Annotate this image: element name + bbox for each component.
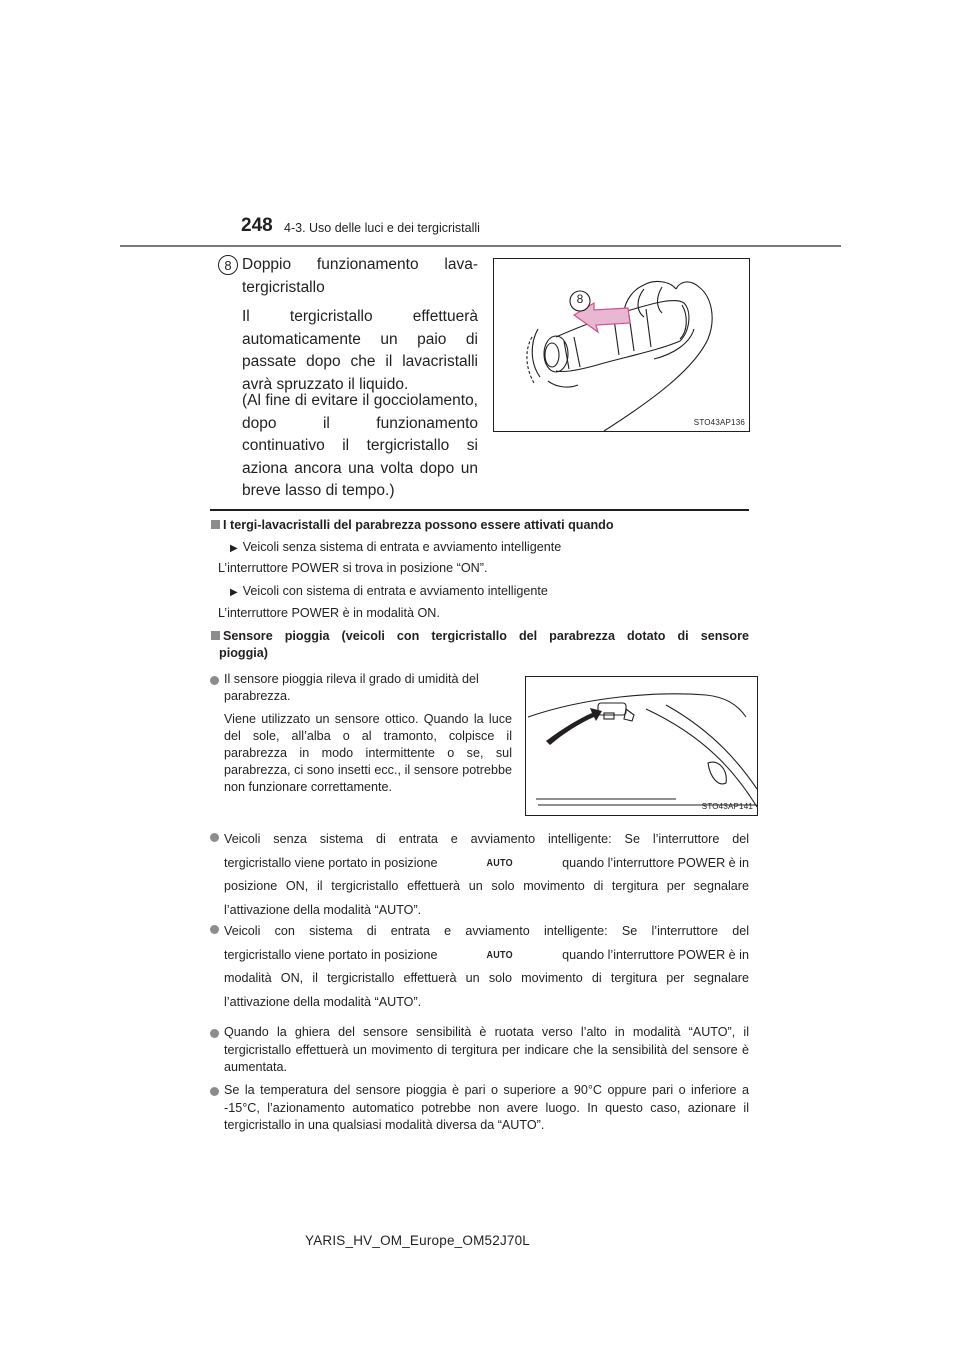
heading-text: Sensore pioggia (veicoli con tergicristallo del parabrezza dotato di sensore — [223, 629, 749, 643]
section-title: 4-3. Uso delle luci e dei tergicristalli — [284, 221, 480, 235]
page-number: 248 — [241, 215, 273, 236]
windshield-illustration — [526, 677, 757, 815]
hand-lever-illustration — [494, 259, 749, 431]
section-separator — [210, 509, 749, 511]
round-bullet-icon — [210, 676, 219, 685]
item8-description: Il tergicristallo effettuerà automaticamente un paio di passate dopo che il lavacristalli avrà spruzzato il liquido. — [242, 308, 478, 393]
round-bullet-icon — [210, 1029, 219, 1038]
round-bullet-icon — [210, 925, 219, 934]
triangle-bullet-icon: ▶ — [230, 543, 238, 554]
section-heading-rain-sensor — [211, 628, 749, 662]
bullet-line: Veicoli con sistema di entrata e avviamento intelligente: Se l’interruttore del — [224, 924, 749, 938]
bullet-line-with-symbol — [224, 944, 749, 968]
round-bullet-icon — [210, 1087, 219, 1096]
auto-symbol: AUTO — [486, 949, 514, 961]
item8-note: (Al fine di evitare il gocciolamento, dopo il funzionamento continuativo il tergicristallo si aziona ancora una volta dopo un breve lasso di tempo.) — [242, 392, 478, 499]
auto-symbol: AUTO — [486, 857, 514, 869]
bullet-line-with-symbol — [224, 852, 749, 876]
bullet-text: tergicristallo viene portato in posizione — [224, 855, 438, 870]
bullet-line: modalità ON, il tergicristallo effettuerà un solo movimento di tergitura per segnalare — [224, 971, 749, 985]
bullet-line: Il sensore pioggia rileva il grado di umidità del — [224, 672, 479, 686]
bullet-line: l’attivazione della modalità “AUTO”. — [224, 902, 422, 917]
bullet-line: Veicoli senza sistema di entrata e avviamento intelligente: Se l’interruttore del — [224, 832, 749, 846]
figure-code: STO43AP141 — [701, 802, 753, 811]
item-number-badge: 8 — [218, 255, 238, 275]
rain-sensor-note: Viene utilizzato un sensore ottico. Quando la luce del sole, all’alba o al tramonto, colpisce il parabrezza in modo intermittente o se, sul parabrezza, ci sono insetti ecc., il sensore potrebbe non funzionare correttamente. — [224, 712, 512, 794]
bullet-sensitivity: Quando la ghiera del sensore sensibilità è ruotata verso l’alto in modalità “AUTO”, il tergicristallo effettuerà un movimento di tergitura per indicare che la sensibilità del sensore è aumentata. — [224, 1025, 749, 1074]
figure-callout-number: 8 — [576, 292, 584, 306]
round-bullet-icon — [210, 833, 219, 842]
bullet-text: tergicristallo viene portato in posizione — [224, 947, 438, 962]
wiper-lever-figure — [493, 258, 750, 432]
square-bullet-icon — [211, 520, 220, 529]
item8-title: Doppio funzionamento lava-tergicristallo — [242, 256, 478, 296]
bullet-line: parabrezza. — [224, 689, 291, 703]
rain-sensor-figure — [525, 676, 758, 816]
condition-label: Veicoli senza sistema di entrata e avviamento intelligente — [242, 540, 562, 554]
triangle-bullet-icon: ▶ — [230, 587, 238, 598]
condition-text: L’interruttore POWER si trova in posizione “ON”. — [218, 561, 488, 575]
bullet-line: l’attivazione della modalità “AUTO”. — [224, 994, 422, 1009]
heading-text-cont: pioggia) — [219, 646, 268, 660]
pointer-arrow — [546, 708, 602, 745]
header-rule — [120, 245, 841, 247]
bullet-auto-smart — [224, 920, 749, 1014]
bullet-line: posizione ON, il tergicristallo effettuerà un solo movimento di tergitura per segnalare — [224, 879, 749, 893]
document-code: YARIS_HV_OM_Europe_OM52J70L — [305, 1233, 531, 1248]
section-heading-activation — [211, 517, 614, 534]
bullet-text: quando l’interruttore POWER è in — [562, 947, 749, 962]
figure-code: STO43AP136 — [693, 418, 745, 427]
square-bullet-icon — [211, 631, 220, 640]
heading-text: I tergi-lavacristalli del parabrezza possono essere attivati quando — [223, 518, 614, 532]
rain-sensor-bullet — [224, 671, 512, 796]
condition-item — [230, 539, 561, 557]
condition-label: Veicoli con sistema di entrata e avviamento intelligente — [242, 584, 548, 598]
bullet-text: quando l’interruttore POWER è in — [562, 855, 749, 870]
condition-text: L’interruttore POWER è in modalità ON. — [218, 606, 440, 620]
bullet-temperature: Se la temperatura del sensore pioggia è pari o superiore a 90°C oppure pari o inferiore a -15°C, l’azionamento automatico potrebbe non avere luogo. In questo caso, azionare il tergicristallo in una qualsiasi modalità diversa da “AUTO”. — [224, 1083, 749, 1132]
bullet-auto-no-smart — [224, 828, 749, 922]
condition-item — [230, 583, 548, 601]
